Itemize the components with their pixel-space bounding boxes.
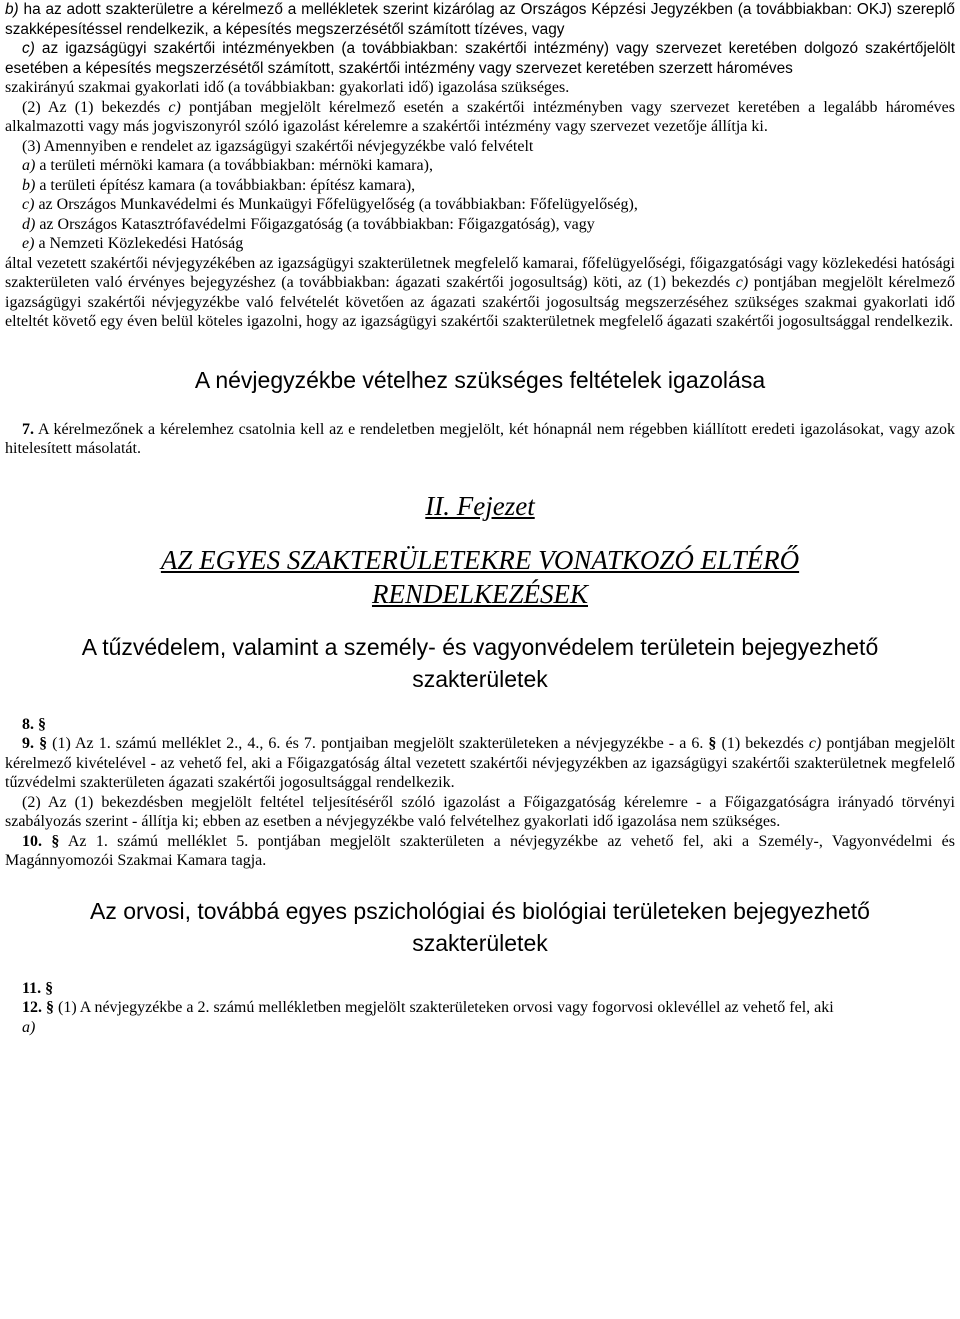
section-9-1: 9. § (1) Az 1. számú melléklet 2., 4., 6. és 7. pontjaiban megjelölt szakterületeken a névjegyzékbe - a 6. § (1) bekezdés c) pontjában megjelölt kérelmező kivételével - az vehető fel, aki a Főigazgatóság által vezetett szakértői névjegyzékben az igazságügyi szakértői szakterületnek megfelelő tűzvédelmi szakterületen ágazati szakértői jogosultsággal rendelkezik. xyxy=(5,735,955,791)
list-item-b: b) a területi építész kamara (a továbbiakban: építész kamara), xyxy=(22,176,416,194)
list-item-d: d) az Országos Katasztrófavédelmi Főigazgatóság (a továbbiakban: Főigazgatóság), vagy xyxy=(22,215,595,233)
paragraph-continuation: szakirányú szakmai gyakorlati idő (a továbbiakban: gyakorlati idő) igazolása szükséges. xyxy=(5,79,570,96)
paragraph-c xyxy=(5,39,955,78)
list-item-c: c) az Országos Munkavédelmi és Munkaügyi Főfelügyelőség (a továbbiakban: Főfelügyelőség), xyxy=(22,196,638,213)
section-10: 10. § Az 1. számú melléklet 5. pontjában megjelölt szakterületen a névjegyzékbe az vehető fel, aki a Személy-, Vagyonvédelmi és Magánnyomozói Szakmai Kamara tagja. xyxy=(5,832,956,869)
list-item-a: a) a területi mérnöki kamara (a továbbiakban: mérnöki kamara), xyxy=(22,157,433,174)
paragraph-2: (2) Az (1) bekezdés c) pontjában megjelölt kérelmező esetén a szakértői intézményben vagy szervezet keretében a legalább hároméves alkalmazotti vagy más jogviszonyról szóló igazolást kérelemre a szakértői intézmény vagy szervezet vezetője állítja ki. xyxy=(5,98,956,135)
section-7: 7. A kérelmezőnek a kérelemhez csatolnia kell az e rendeletben megjelölt, két hónapnál nem régebben kiállított eredeti igazolásokat, vagy azok hitelesített másolatát. xyxy=(5,420,955,457)
paragraph-mark: § xyxy=(38,715,46,733)
paragraph-mark: § xyxy=(45,979,54,997)
list-item-e: e) a Nemzeti Közlekedési Hatóság xyxy=(22,235,244,252)
paragraph-b xyxy=(5,0,955,39)
section-heading-medical: Az orvosi, továbbá egyes pszichológiai és biológiai területeken bejegyezhető szakterületek xyxy=(90,897,870,956)
paragraph-mark: § xyxy=(708,735,717,752)
paragraph-mark: § xyxy=(46,999,54,1016)
label-c: c) xyxy=(22,40,35,57)
chapter-number: II. Fejezet xyxy=(425,490,535,521)
chapter-title-line-2: RENDELKEZÉSEK xyxy=(371,578,588,609)
paragraph-3-intro: (3) Amennyiben e rendelet az igazságügyi szakértői névjegyzékbe való felvételt xyxy=(22,137,534,155)
paragraph-c-text: az igazságügyi szakértői intézményekben (a továbbiakban: szakértői intézmény) vagy szervezet keretében dolgozó szakértőjelölt esetében a képesítés megszerzésétől számított, szakértői intézmény vagy szervezet keretében szerzett hároméves xyxy=(5,40,955,77)
section-11: 11. § xyxy=(22,979,54,997)
paragraph-b-text: ha az adott szakterületre a kérelmező a mellékletek szerint kizárólag az Országos Képzési Jegyzékben (a továbbiakban: OKJ) szereplő szakképesítéssel rendelkezik, a képesítés megszerzésétől számított tízéves, vagy xyxy=(5,1,955,38)
paragraph-3-tail: által vezetett szakértői névjegyzékében az igazságügyi szakterületnek megfelelő kamarai, főfelügyelőségi, főigazgatósági vagy közlekedési hatósági szakterületen való érvényes bejegyzéshez (a továbbiakban: ágazati szakértői jogosultság) köti, az (1) bekezdés c) pontjában megjelölt kérelmező igazságügyi szakértői névjegyzékbe való felvételét követően az ágazati szakértői jogosultság megszerzéséhez szükséges szakmai gyakorlati idő elteltét követő egy éven belül köteles igazolni, hogy az igazságügyi szakértői szakterületnek megfelelő ágazati szakértői jogosultsággal rendelkezik. xyxy=(5,254,955,330)
paragraph-mark: § xyxy=(39,735,48,752)
section-12-item-a: a) xyxy=(22,1018,36,1036)
section-8: 8. § xyxy=(22,715,46,733)
section-12: 12. § (1) A névjegyzékbe a 2. számú mellékletben megjelölt szakterületeken orvosi vagy fogorvosi oklevéllel az vehető fel, aki xyxy=(22,999,834,1016)
section-heading-verification: A névjegyzékbe vételhez szükséges feltételek igazolása xyxy=(194,366,766,393)
section-heading-fire-protection: A tűzvédelem, valamint a személy- és vagyonvédelem területein bejegyezhető szakterületek xyxy=(81,633,879,692)
label-b: b) xyxy=(5,1,19,18)
paragraph-mark: § xyxy=(51,832,60,850)
chapter-title-line-1: AZ EGYES SZAKTERÜLETEKRE VONATKOZÓ ELTÉRŐ xyxy=(160,544,800,575)
section-9-2: (2) Az (1) bekezdésben megjelölt feltétel teljesítéséről szóló igazolást a Főigazgatóság kérelemre - a Főigazgatóságra irányadó törvényi szabályozás szerint - állítja ki; ebben az esetben a névjegyzékbe való felvételhez gyakorlati idő igazolása nem szükséges. xyxy=(5,793,955,830)
